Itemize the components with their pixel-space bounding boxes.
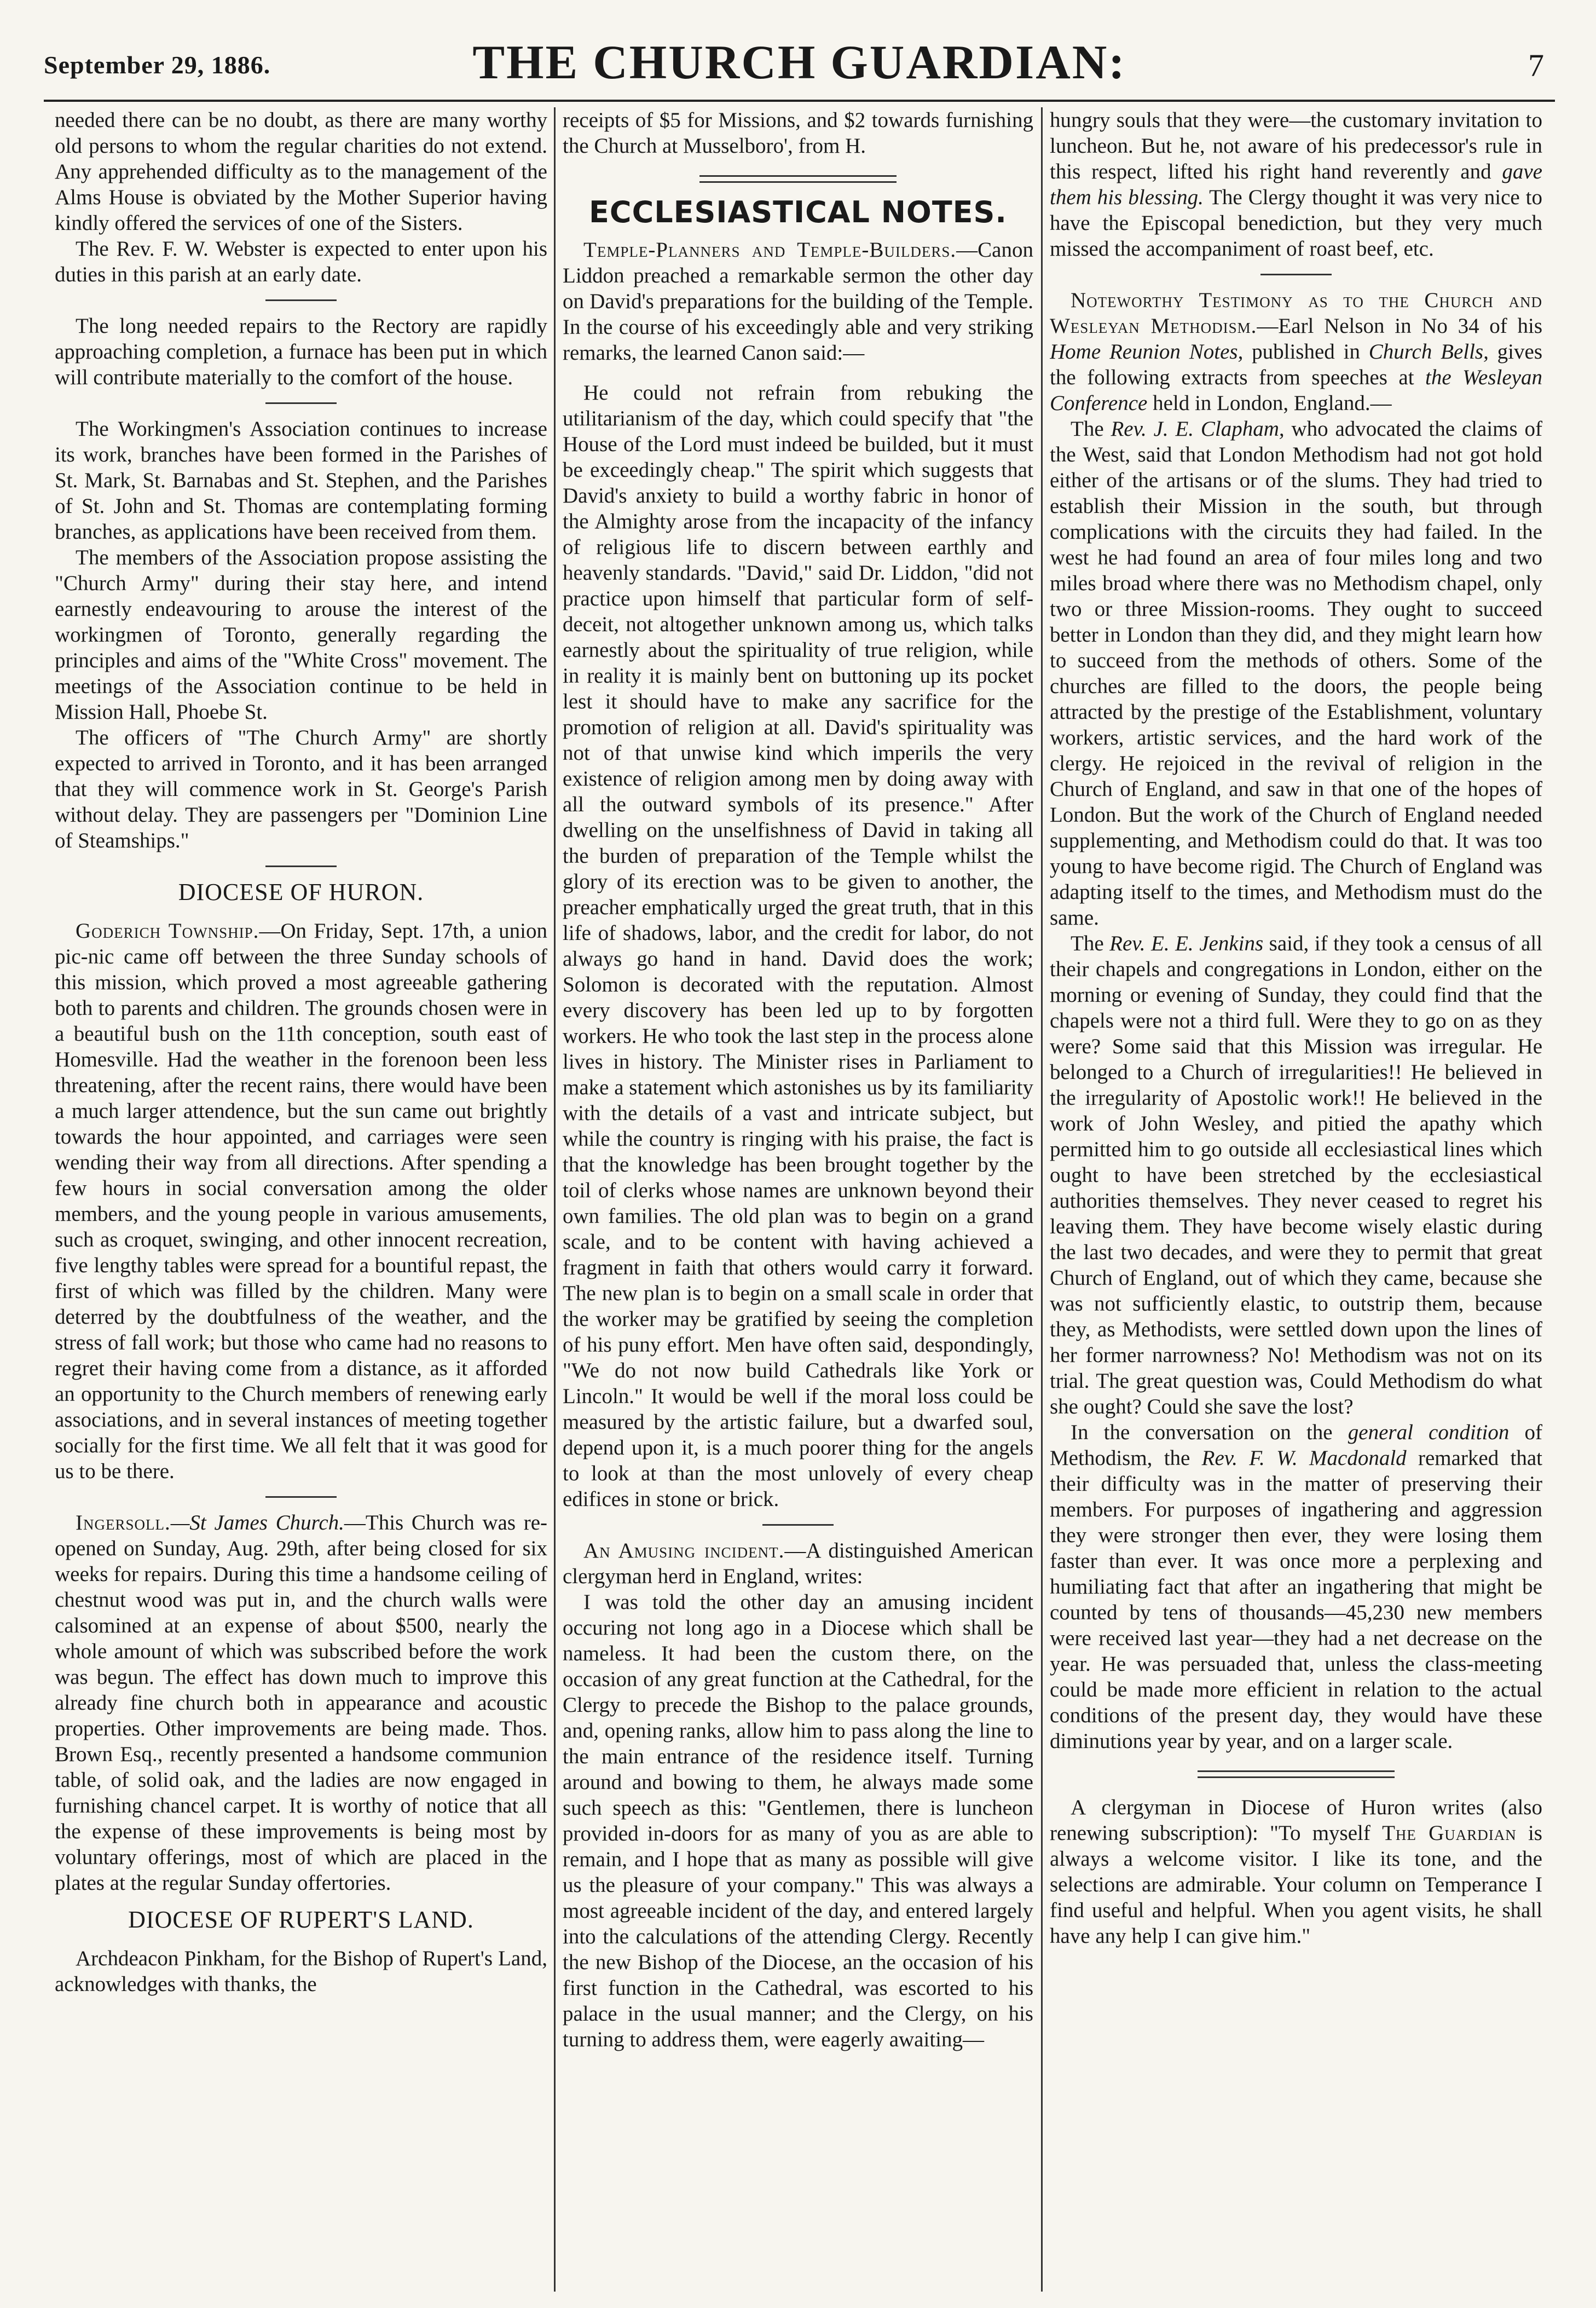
issue-date: September 29, 1886. [44, 51, 271, 79]
text-amusing-intro: —A distinguished American clergyman herd in England, writes: [563, 1539, 1033, 1588]
paragraph-luncheon [1050, 107, 1542, 262]
text-temple-intro: —Canon Liddon preached a remarkable sermon the other day on David's preparations for the building of the Temple. In the course of his exceedingly able and very striking remarks, the learned Canon said:— [563, 238, 1033, 365]
text-jenkins: said, if they took a census of all their chapels and congregations in London, either on the morning or evening of Sunday, they could find that the chapels were not a third full. Were they to go on as they were? Some said that this Mission was irregular. He belonged to a Church of irregularities!! He believed in the irregularity of Apostolic work!! He believed in the work of John Wesley, and pitied the apathy which permitted him to go outside all ecclesiastical lines which ought to have been stretched by the ecclesiastical authorities themselves. They never ceased to regret his leaving them. They have become wisely elastic during the last two decades, and were they to permit that great Church of England, out of which they came, because she was not sufficiently elastic, to outstrip them, because they, as Methodists, were settled down upon the lines of her former narrowness? No! Methodism was not on its trial. The great question was, Could Methodism do what she ought? Could she save the lost? [1050, 932, 1542, 1418]
text-note-c: gives the following extracts from speeches at [1050, 340, 1542, 389]
name-jenkins: Rev. E. E. Jenkins [1109, 932, 1264, 955]
text-jenkins-a: The [1071, 932, 1110, 955]
text-goderich: —On Friday, Sept. 17th, a union pic-nic came off between the three Sunday schools of this mission, which proved a most agreeable gathering both to parents and children. The grounds chosen were in a beautiful bush on the 11th conception, south east of Homesville. Had the weather in the forenoon been less threatening, after the recent rains, there would have been a much larger attendence, but the sun came out brightly towards the hour appointed, and carriages were seen wending their way from all directions. After spending a few hours in social conversation among the older members, and the young people in various amusements, such as croquet, swinging, and other innocent recreation, five lengthy tables were spread for a bountiful repast, the first of which was filled by the children. Many were deterred by the doubtfulness of the weather, and the stress of fall work; but those who came had no reasons to regret their having come from a distance, as it afforded an opportunity to the Church members of renewing early associations, and in several instances of meeting together socially for the first time. We all felt that it was good for us to be there. [55, 919, 547, 1483]
article-noteworthy-testimony [1050, 287, 1542, 416]
heading-diocese-ruperts-land: DIOCESE OF RUPERT'S LAND. [128, 1906, 474, 1933]
divider [1260, 274, 1332, 275]
text-letter-b: is always a welcome visitor. I like its tone, and the selections are admirable. Your column on Temperance I find useful and helpful. When you agent visits, he shall have any help I can give him." [1050, 1821, 1542, 1948]
lead-amusing: An Amusing incident. [583, 1539, 785, 1562]
paragraph-rectory: The long needed repairs to the Rectory are rapidly approaching completion, a furnace has been put in which will contribute materially to the comfort of the house. [55, 314, 547, 389]
article-temple-planners [563, 237, 1033, 366]
divider [265, 402, 337, 404]
masthead [44, 18, 1555, 102]
text-note-a: —Earl Nelson in No 34 of his [1257, 314, 1542, 338]
divider [265, 866, 337, 867]
name-macdonald: Rev. F. W. Macdonald [1201, 1446, 1407, 1470]
column-3 [1050, 107, 1542, 2292]
column-2 [563, 107, 1033, 2292]
paragraph-amusing-story: I was told the other day an amusing incident occuring not long ago in a Diocese which shall be nameless. It had been the custom there, on the occasion of any great function at the Cathedral, for the Clergy to precede the Bishop to the palace grounds, and, opening ranks, allow him to pass along the line to the main entrance of the residence itself. Turning around and bowing to them, he always made some such speech as this: "Gentlemen, there is luncheon provided in-doors for as many of you as are able to remain, and I hope that as many as possible will give us the pleasure of your company." This was always a most agreeable incident of the day, and entered largely into the calculations of the attending Clergy. Recently the new Bishop of the Diocese, an the occasion of his first function in the Cathedral, was escorted to his palace in the usual manner; and the Clergy, on his turning to address them, were eagerly awaiting— [563, 1590, 1033, 2051]
name-the-guardian: The Guardian [1382, 1821, 1517, 1845]
name-clapham: Rev. J. E. Clapham, [1111, 417, 1285, 441]
text-note-d: held in London, England.— [1147, 391, 1392, 415]
italic-st-james: —St James Church. [170, 1511, 344, 1534]
paragraph-receipts: receipts of $5 for Missions, and $2 towards furnishing the Church at Musselboro', from H. [563, 108, 1033, 158]
paragraph-pinkham: Archdeacon Pinkham, for the Bishop of Rupert's Land, acknowledges with thanks, the [55, 1947, 547, 1996]
text-macdonald-a: In the conversation on the [1071, 1421, 1348, 1444]
article-amusing-incident [563, 1538, 1033, 1589]
text-luncheon-a: hungry souls that they were—the customary invitation to luncheon. But he, not aware of his predecessor's rule in this respect, lifted his right hand reverently and [1050, 108, 1542, 183]
italic-home-reunion-notes: Home Reunion Notes, [1050, 340, 1244, 363]
column-1 [55, 107, 547, 2292]
heading-ecclesiastical-notes: ECCLESIASTICAL NOTES. [589, 195, 1007, 229]
paragraph-alms-house: needed there can be no doubt, as there are many worthy old persons to whom the regular charities do not extend. Any apprehended difficulty as to the management of the Alms House is obviated by the Mother Superior having kindly offered the services of one of the Sisters. [55, 108, 547, 235]
paragraph-church-army-assist: The members of the Association propose assisting the "Church Army" during their stay here, and intend earnestly endeavouring to arouse the interest of the workingmen of Toronto, generally regarding the principles and aims of the "White Cross" movement. The meetings of the Association continue to be held in Mission Hall, Phoebe St. [55, 546, 547, 724]
paragraph-clapham [1050, 416, 1542, 931]
divider [265, 299, 337, 301]
double-divider [699, 175, 897, 183]
lead-noteworthy: Noteworthy Testimony as to the Church and Wesleyan Methodism. [1050, 288, 1542, 338]
divider [762, 1524, 834, 1526]
page-number: 7 [1528, 48, 1544, 83]
lead-temple-planners: Temple-Planners and Temple-Builders. [583, 238, 957, 262]
paragraph-church-army-officers: The officers of "The Church Army" are shortly expected to arrived in Toronto, and it has been arranged that they will commence work in St. George's Parish without delay. They are passengers per "Dominion Line of Steamships." [55, 726, 547, 852]
paragraph-macdonald [1050, 1420, 1542, 1754]
divider [265, 1496, 337, 1498]
paragraph-workingmen: The Workingmen's Association continues to increase its work, branches have been formed in the Parishes of St. Mark, St. Barnabas and St. Stephen, and the Parishes of St. John and St. Thomas are contemplating forming branches, as applications have been received from them. [55, 417, 547, 544]
text-letter-a: A clergyman in Diocese of Huron writes (also renewing subscription): "To myself [1050, 1796, 1542, 1845]
text-macdonald: remarked that their difficulty was in the matter of preserving their members. For purposes of ingathering and aggression they were stronger then ever, they were losing them faster than ever. It was once more a perplexing and humiliating fact that after an ingathering that might be counted by tens of thousands—45,230 new members were received last year—they had a net decrease on the year. He was persuaded that, unless the class-meeting could be made more efficient in relation to the actual conditions of the present day, they would have these diminutions year by year, and on a larger scale. [1050, 1446, 1542, 1753]
paragraph-webster: The Rev. F. W. Webster is expected to enter upon his duties in this parish at an early date. [55, 237, 547, 286]
lead-ingersoll: Ingersoll. [76, 1511, 171, 1534]
double-divider [1198, 1770, 1395, 1778]
column-rule-1 [554, 107, 556, 2292]
italic-blessing: gave them his blessing. [1050, 160, 1542, 209]
text-luncheon-b: The Clergy thought it was very nice to have the Episcopal benediction, but they very much missed the accompaniment of roast beef, etc. [1050, 186, 1542, 261]
paragraph-jenkins [1050, 931, 1542, 1420]
newspaper-title: THE CHURCH GUARDIAN: [472, 36, 1126, 89]
italic-church-bells: Church Bells, [1368, 340, 1489, 363]
text-clapham-a: The [1071, 417, 1111, 441]
text-ingersoll: —This Church was re-opened on Sunday, Aug. 29th, after being closed for six weeks for repairs. During this time a handsome ceiling of chestnut wood was put in, and the church walls were calsomined at an expense of about $500, nearly the whole amount of which was subscribed before the work was begun. The effect has down much to improve this already fine church both in appearance and acoustic properties. Other improvements are being made. Thos. Brown Esq., recently presented a handsome communion table, of solid oak, and the ladies are now engaged in furnishing chancel carpet. It is worthy of notice that all the expense of these improvements is being most by voluntary offerings, most of which are placed in the plates at the regular Sunday offertories. [55, 1511, 547, 1895]
quote-liddon: He could not refrain from rebuking the utilitarianism of the day, which could specify that "the House of the Lord must indeed be builded, but it must be exceedingly cheap." The spirit which suggests that David's anxiety to build a worthy fabric in honor of the Almighty arose from the incapacity of the infancy of religious life to discern between earthly and heavenly standards. "David," said Dr. Liddon, "did not practice upon himself that particular form of self-deceit, not altogether unknown among us, which talks earnestly about the spirituality of true religion, while in reality it is mainly bent on buttoning up its pocket lest it should have to make any sacrifice for the promotion of religion at all. David's spirituality was not of that unwise kind which imperils the very existence of religion among men by doing away with all the outward symbols of its presence." After dwelling on the unselfishness of David in taking all the burden of preparation of the Temple whilst the glory of its erection was to be given to another, the preacher emphatically urged the great truth, that in this life of shadows, labor, and the credit for labor, do not always go hand in hand. David does the work; Solomon is decorated with the reputation. Almost every discovery has been led up to by forgotten workers. He who took the last step in the process alone lives in history. The Minister rises in Parliament to make a statement which astonishes us by its familiarity with the details of a vast and intricate subject, but while the country is ringing with his praise, the fact is that the knowledge has been brought together by the toil of clerks whose names are unknown beyond their own families. The old plan was to begin on a grand scale, and to be content with having achieved a fragment in faith that others would carry it forward. The new plan is to begin on a small scale in order that the worker may be gratified by seeing the completion of his puny effort. Men have often said, despondingly, "We do not now build Cathedrals like York or Lincoln." It would be well if the moral loss could be measured by the artistic failure, but a dwarfed soul, depend upon it, is a much poorer thing for the angels to look at than the most unlovely of every cheap edifices in stone or brick. [563, 381, 1033, 1511]
italic-general-condition: general condition [1348, 1421, 1510, 1444]
text-clapham: who advocated the claims of the West, said that London Methodism had not got hold either of the artisans or of the slums. They had tried to establish their Mission in the south, but through complications with the circuits they had failed. In the west he had found an area of four miles long and two miles broad where there was no Methodism chapel, only two or three Mission-rooms. They ought to succeed better in London than they did, and they might learn how to succeed from the methods of others. Some of the churches are filled to the doors, the people being attracted by the prestige of the Establishment, voluntary workers, artistic services, and the hard work of the clergy. He rejoiced in the revival of religion in the Church of England, and saw in that one of the hopes of London. But the work of the Church of England needed supplementing, and Methodism could do that. It was too young to have become rigid. The Church of England was adapting itself to the times, and Methodism must do the same. [1050, 417, 1542, 930]
article-goderich [55, 918, 547, 1484]
article-ingersoll [55, 1510, 547, 1896]
paragraph-clergyman-letter [1050, 1795, 1542, 1949]
italic-wesleyan-conference: the Wesleyan Conference [1050, 366, 1542, 415]
heading-diocese-huron: DIOCESE OF HURON. [178, 879, 424, 905]
text-note-b: published in [1243, 340, 1369, 363]
text-macdonald-b: of Methodism, the [1050, 1421, 1542, 1470]
column-rule-2 [1041, 107, 1043, 2292]
lead-goderich: Goderich Township. [76, 919, 259, 943]
